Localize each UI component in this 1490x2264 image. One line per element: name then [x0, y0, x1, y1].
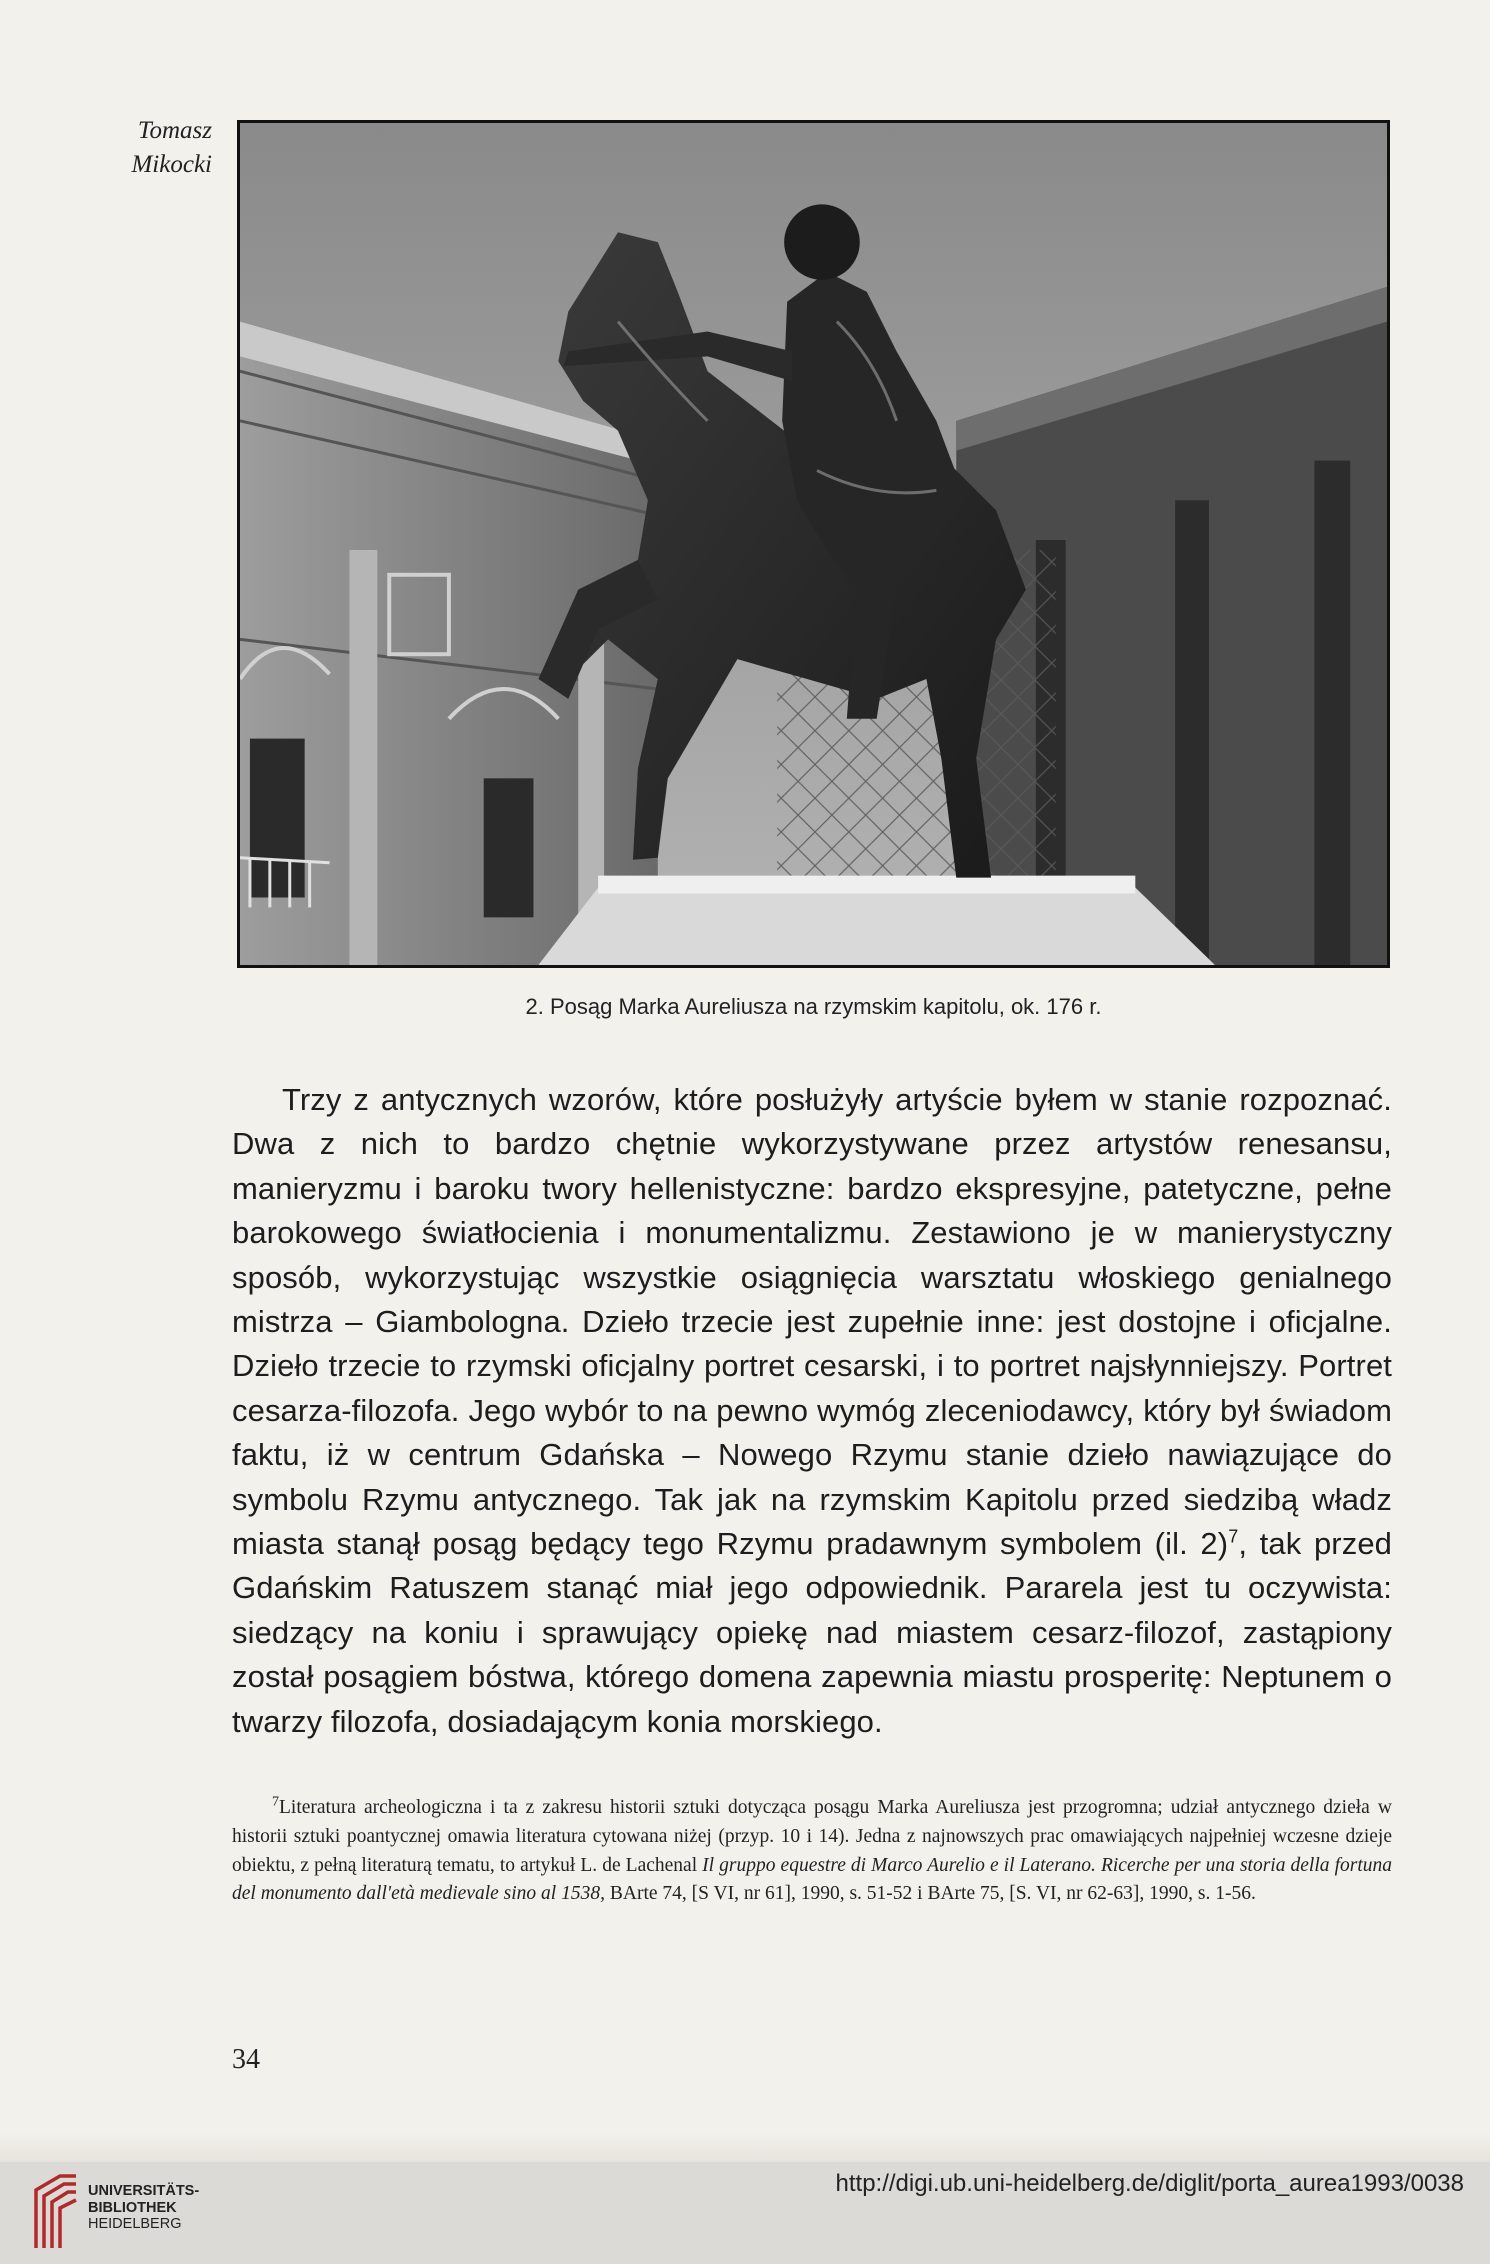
footnote [232, 1794, 1392, 1909]
library-logo-icon [30, 2170, 82, 2254]
footnote-reference: 7 [1228, 1526, 1239, 1547]
library-name-line1: UNIVERSITÄTS- [88, 2183, 200, 2199]
author-last-name: Mikocki [131, 151, 212, 178]
library-name-line3: HEIDELBERG [88, 2216, 182, 2232]
footnote-number: 7 [272, 1794, 279, 1810]
library-name [88, 2183, 199, 2233]
figure-caption: 2. Posąg Marka Aureliusza na rzymskim kapitolu, ok. 176 r. [525, 994, 1102, 1019]
page-number: 34 [232, 2044, 260, 2075]
statue-photo-illustration [240, 123, 1387, 965]
footnote-text-b: BArte 74, [S VI, nr 61], 1990, s. 51-52 i BArte 75, [S. VI, nr 62-63], 1990, s. 1-56. [604, 1883, 1256, 1905]
footnote-text-a: Literatura archeologiczna i ta z zakresu historii sztuki dotycząca posągu Marka Aureliusza jest przogromna; udział antycznego dzieła w historii sztuki poantycznej omawia literatura cytowana niżej (przyp. 10 i 14). Jedna z najnowszych prac omawiających najpełniej wczesne dzieje obiektu, z pełną literaturą tematu, to artykuł L. de Lachenal [232, 1797, 1392, 1876]
body-paragraph [232, 1078, 1392, 1744]
figure-photo [237, 120, 1390, 968]
source-url-link[interactable]: http://digi.ub.uni-heidelberg.de/diglit/porta_aurea1993/0038 [835, 2170, 1464, 2197]
body-text-main: Trzy z antycznych wzorów, które posłużyły artyście byłem w stanie rozpoznać. Dwa z nich to bardzo chętnie wykorzystywane przez artystów renesansu, manieryzmu i baroku twory hellenistyczne: bardzo ekspresyjne, patetyczne, pełne barokowego światłocienia i monumentalizmu. Zestawiono je w manierystyczny sposób, wykorzystując wszystkie osiągnięcia warsztatu włoskiego genialnego mistrza – Giambologna. Dzieło trzecie jest zupełnie inne: jest dostojne i oficjalne. Dzieło trzecie to rzymski oficjalny portret cesarski, i to portret najsłynniejszy. Portret cesarza-filozofa. Jego wybór to na pewno wymóg zleceniodawcy, który był świadom faktu, iż w centrum Gdańska – Nowego Rzymu stanie dzieło nawiązujące do symbolu Rzymu antycznego. Tak jak na rzymskim Kapitolu przed siedzibą władz miasta stanął posąg będący tego Rzymu pradawnym symbolem (il. 2) [232, 1082, 1392, 1562]
library-name-line2: BIBLIOTHEK [88, 2199, 177, 2216]
running-header-author [96, 114, 212, 182]
body-text-end: , tak przed Gdańskim Ratuszem stanąć miał jego odpowiednik. Pararela jest tu oczywista: siedzący na koniu i sprawujący opiekę nad miastem cesarz-filozof, zastąpiony został posągiem bóstwa, którego domena zapewnia miastu prosperitę: Neptunem o twarzy filozofa, dosiadającym konia morskiego. [232, 1526, 1393, 1739]
footnote-title-italic: Il gruppo equestre di Marco Aurelio e il Laterano. Ricerche per una storia della fortuna del monumento dall'età medievale sino al 1538, [232, 1854, 1392, 1905]
author-first-name: Tomasz [137, 117, 212, 144]
